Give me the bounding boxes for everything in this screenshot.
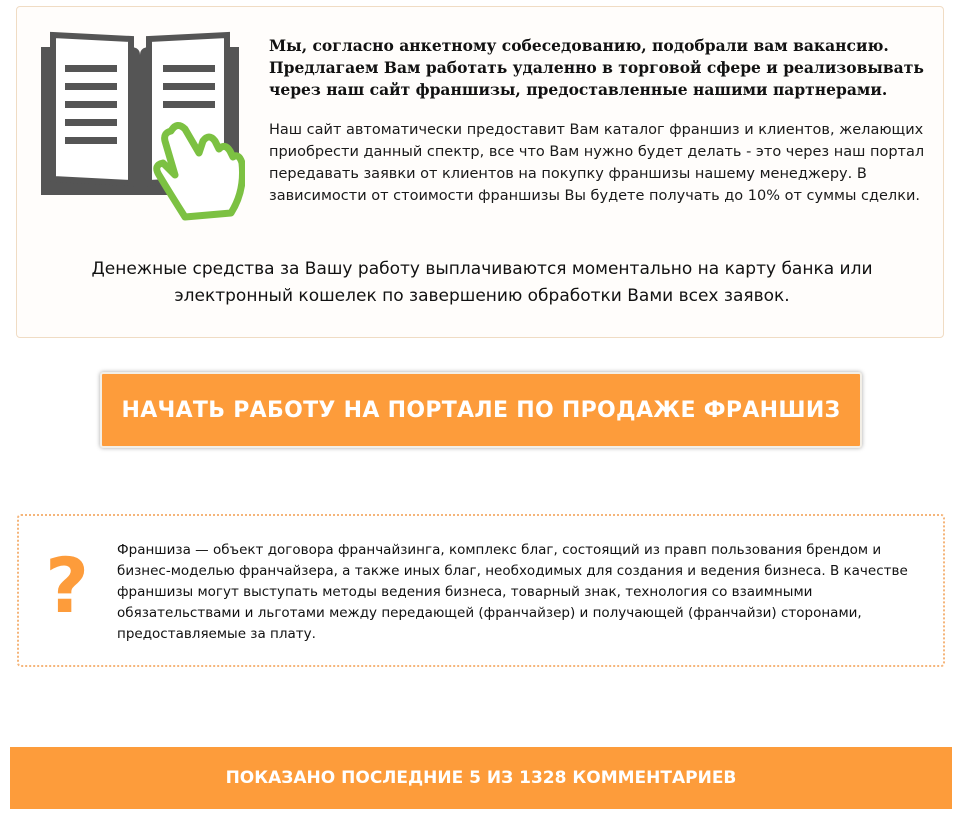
book-hand-icon	[35, 25, 245, 225]
offer-card	[16, 6, 944, 338]
question-mark-icon: ?	[45, 541, 90, 630]
payout-text: Денежные средства за Вашу работу выплачиваются моментально на карту банка или электронный кошелек по завершению обработки Вами всех заявок.	[91, 259, 873, 306]
comments-header-bar: ПОКАЗАНО ПОСЛЕДНИЕ 5 ИЗ 1328 КОММЕНТАРИЕВ	[10, 747, 952, 809]
offer-description-text: Наш сайт автоматически предоставит Вам каталог франшиз и клиентов, желающих приобрести данный спектр, все что Вам нужно будет делать - это через наш портал передавать заявки от клиентов на покупку франшизы нашему менеджеру. В зависимости от стоимости франшизы Вы будете получать до 10% от суммы сделки.	[269, 122, 925, 204]
offer-lead-text: Мы, согласно анкетному собеседованию, подобрали вам вакансию. Предлагаем Вам работать удаленно в торговой сфере и реализовывать через наш сайт франшизы, предоставленные нашими партнерами.	[269, 36, 924, 99]
franchise-definition-box	[17, 514, 945, 667]
franchise-definition-text: Франшиза — объект договора франчайзинга, комплекс благ, состоящий из правп пользования брендом и бизнес-моделью франчайзера, а также иных благ, необходимых для создания и ведения бизнеса. В качестве франшизы могут выступать методы ведения бизнеса, товарный знак, технология со взаимными обязательствами и льготами между передающей (франчайзер) и получающей (франчайзи) сторонами, предоставляемые за плату.	[117, 542, 908, 642]
start-work-button[interactable]: НАЧАТЬ РАБОТУ НА ПОРТАЛЕ ПО ПРОДАЖЕ ФРАНШИЗ	[100, 372, 862, 448]
